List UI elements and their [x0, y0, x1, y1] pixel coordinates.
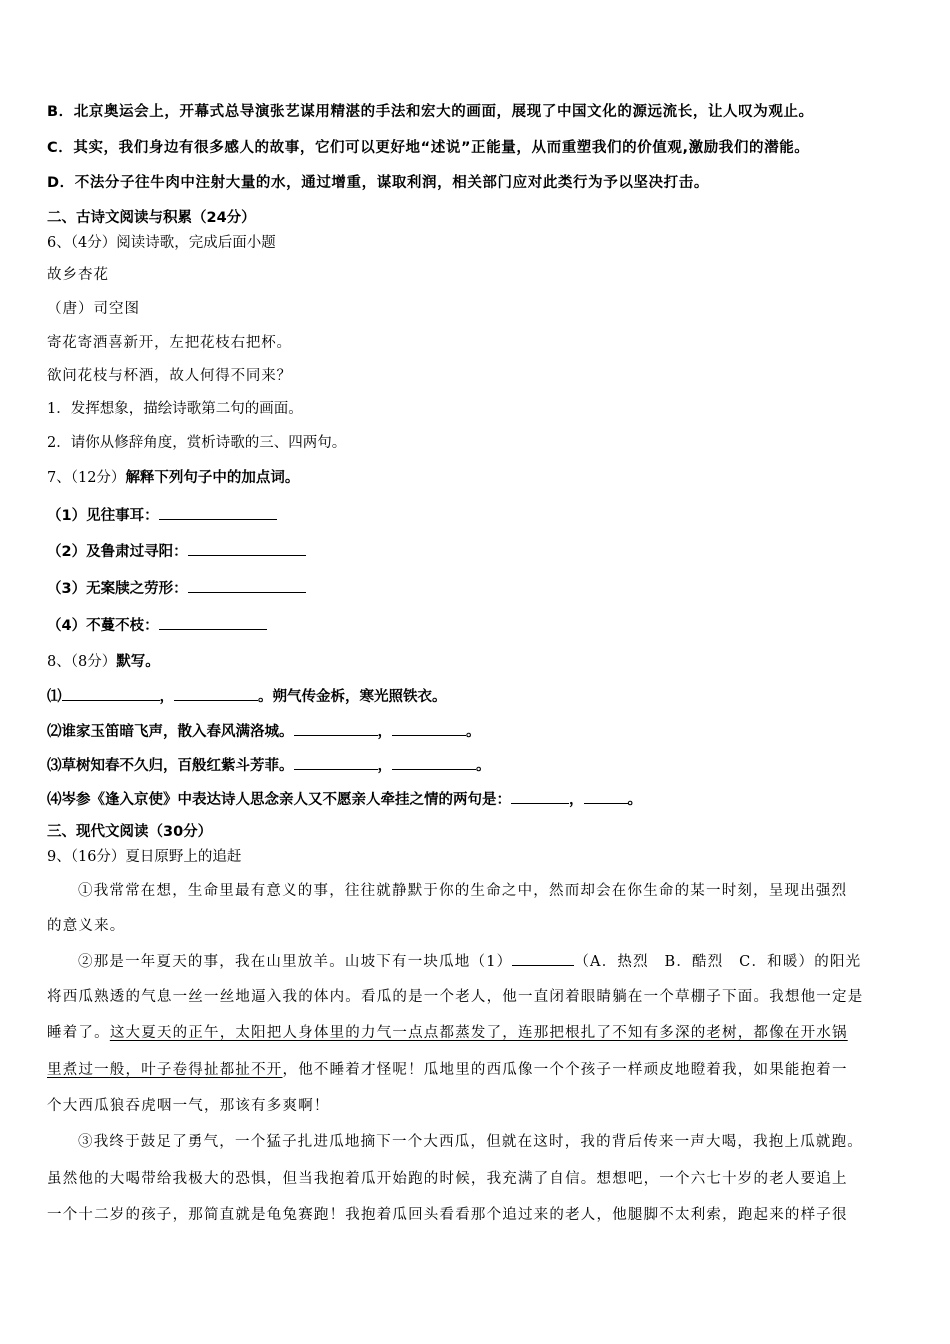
- q7-item-2: [47, 540, 306, 563]
- p2-text: ②那是一年夏天的事，我在山里放羊。山坡下有一块瓜地（1）: [78, 954, 513, 970]
- answer-blank[interactable]: [511, 788, 569, 804]
- option-c: C．其实，我们身边有很多感人的故事，它们可以更好地“述说”正能量，从而重塑我们的价值观,激励我们的潜能。: [47, 140, 810, 156]
- q8-instruction: 默写。: [116, 654, 160, 670]
- q8-stem: [47, 651, 160, 673]
- q6-subquestion-2: 2．请你从修辞角度，赏析诗歌的三、四两句。: [47, 435, 347, 451]
- poem-title: 故乡杏花: [47, 267, 109, 283]
- q7-item-4: [47, 614, 267, 637]
- option-b: B．北京奥运会上，开幕式总导演张艺谋用精湛的手法和宏大的画面，展现了中国文化的源远流长，让人叹为观止。: [47, 104, 814, 120]
- q7-instruction: 解释下列句子中的加点词。: [125, 470, 300, 486]
- answer-blank[interactable]: [392, 754, 476, 770]
- answer-blank[interactable]: [294, 720, 378, 736]
- period: 。: [627, 792, 642, 808]
- q7-item-3: [47, 577, 306, 600]
- answer-blank[interactable]: [512, 950, 574, 966]
- poem-line-2: 欲问花枝与杯酒，故人何得不同来？: [47, 368, 292, 384]
- q7-item-label: （1）见往事耳：: [47, 508, 159, 524]
- period: 。: [466, 724, 481, 740]
- underlined-sentence: 这大夏天的正午，太阳把人身体里的力气一点点都蒸发了，连那把根扎了不知有多深的老树，都像在开水锅: [109, 1025, 848, 1041]
- q8-l1-text: 。朔气传金柝，寒光照铁衣。: [258, 689, 447, 705]
- q8-l4-text: ⑷岑参《逢入京使》中表达诗人思念亲人又不愿亲人牵挂之情的两句是：: [47, 792, 511, 808]
- q8-line-4: [47, 788, 642, 811]
- answer-blank[interactable]: [159, 614, 267, 630]
- q7-item-1: [47, 504, 277, 527]
- q9-stem: 9、（16分）夏日原野上的追赶: [47, 849, 242, 865]
- option-d: D．不法分子往牛肉中注射大量的水，通过增重，谋取利润，相关部门应对此类行为予以坚决打击。: [47, 175, 709, 191]
- paragraph-3-line: 虽然他的大喝带给我极大的恐惧，但当我抱着瓜开始跑的时候，我充满了自信。想想吧，一个六七十岁的老人要追上: [47, 1171, 848, 1187]
- q8-l2-text: ⑵谁家玉笛暗飞声，散入春风满洛城。: [47, 724, 294, 740]
- underlined-sentence: 里煮过一般，叶子卷得扯都扯不开: [47, 1062, 283, 1078]
- q7-item-label: （4）不蔓不枝：: [47, 618, 159, 634]
- comma: ，: [377, 724, 392, 740]
- answer-blank[interactable]: [294, 754, 378, 770]
- q7-item-label: （3）无案牍之劳形：: [47, 581, 188, 597]
- paragraph-2-line: 个大西瓜狼吞虎咽一气，那该有多爽啊！: [47, 1098, 330, 1114]
- q7-score: 7、（12分）: [47, 470, 126, 486]
- paragraph-1-line: ①我常常在想，生命里最有意义的事，往往就静默于你的生命之中，然而却会在你生命的某一时刻，呈现出强烈: [78, 883, 848, 899]
- p2-text: 睡着了。: [47, 1025, 110, 1041]
- paragraph-2-line: 将西瓜熟透的气息一丝一丝地逼入我的体内。看瓜的是一个老人，他一直闭着眼睛躺在一个草棚子下面。我想他一定是: [47, 989, 864, 1005]
- q8-l3-text: ⑶草树知春不久归，百般红紫斗芳菲。: [47, 758, 294, 774]
- paragraph-2-line: [47, 1059, 848, 1081]
- q6-subquestion-1: 1．发挥想象，描绘诗歌第二句的画面。: [47, 401, 303, 417]
- answer-blank[interactable]: [159, 504, 277, 520]
- answer-blank[interactable]: [392, 720, 466, 736]
- answer-blank[interactable]: [188, 540, 306, 556]
- p2-choices: （A．热烈 B．酷烈 C．和暖）的阳光: [574, 954, 862, 970]
- paragraph-2-line: [78, 950, 861, 973]
- q7-stem: [47, 467, 299, 489]
- answer-blank[interactable]: [174, 685, 258, 701]
- comma: ，: [377, 758, 392, 774]
- answer-blank[interactable]: [584, 788, 628, 804]
- q8-line-1: [47, 685, 447, 708]
- period: 。: [476, 758, 491, 774]
- answer-blank[interactable]: [62, 685, 160, 701]
- section-heading-classical: 二、古诗文阅读与积累（24分）: [47, 210, 256, 226]
- paragraph-2-line: [47, 1022, 848, 1044]
- paragraph-3-line: 一个十二岁的孩子，那简直就是龟兔赛跑！我抱着瓜回头看看那个追过来的老人，他腿脚不太利索，跑起来的样子很: [47, 1207, 848, 1223]
- section-heading-modern: 三、现代文阅读（30分）: [47, 824, 213, 840]
- p2-text: ，他不睡着才怪呢！瓜地里的西瓜像一个个孩子一样顽皮地瞪着我，如果能抱着一: [282, 1062, 848, 1078]
- q6-stem: 6、（4分）阅读诗歌，完成后面小题: [47, 235, 276, 251]
- poem-author: （唐）司空图: [47, 301, 140, 317]
- q8-score: 8、（8分）: [47, 654, 117, 670]
- comma: ，: [569, 792, 584, 808]
- paragraph-3-line: ③我终于鼓足了勇气，一个猛子扎进瓜地摘下一个大西瓜，但就在这时，我的背后传来一声大喝，我抱上瓜就跑。: [78, 1134, 863, 1150]
- q8-line-3: [47, 754, 491, 777]
- comma: ，: [159, 689, 174, 705]
- paragraph-1-line: 的意义来。: [47, 918, 126, 934]
- q7-item-label: （2）及鲁肃过寻阳：: [47, 544, 188, 560]
- q8-l1-num: ⑴: [47, 689, 62, 705]
- q8-line-2: [47, 720, 481, 743]
- answer-blank[interactable]: [188, 577, 306, 593]
- poem-line-1: 寄花寄酒喜新开，左把花枝右把杯。: [47, 335, 292, 351]
